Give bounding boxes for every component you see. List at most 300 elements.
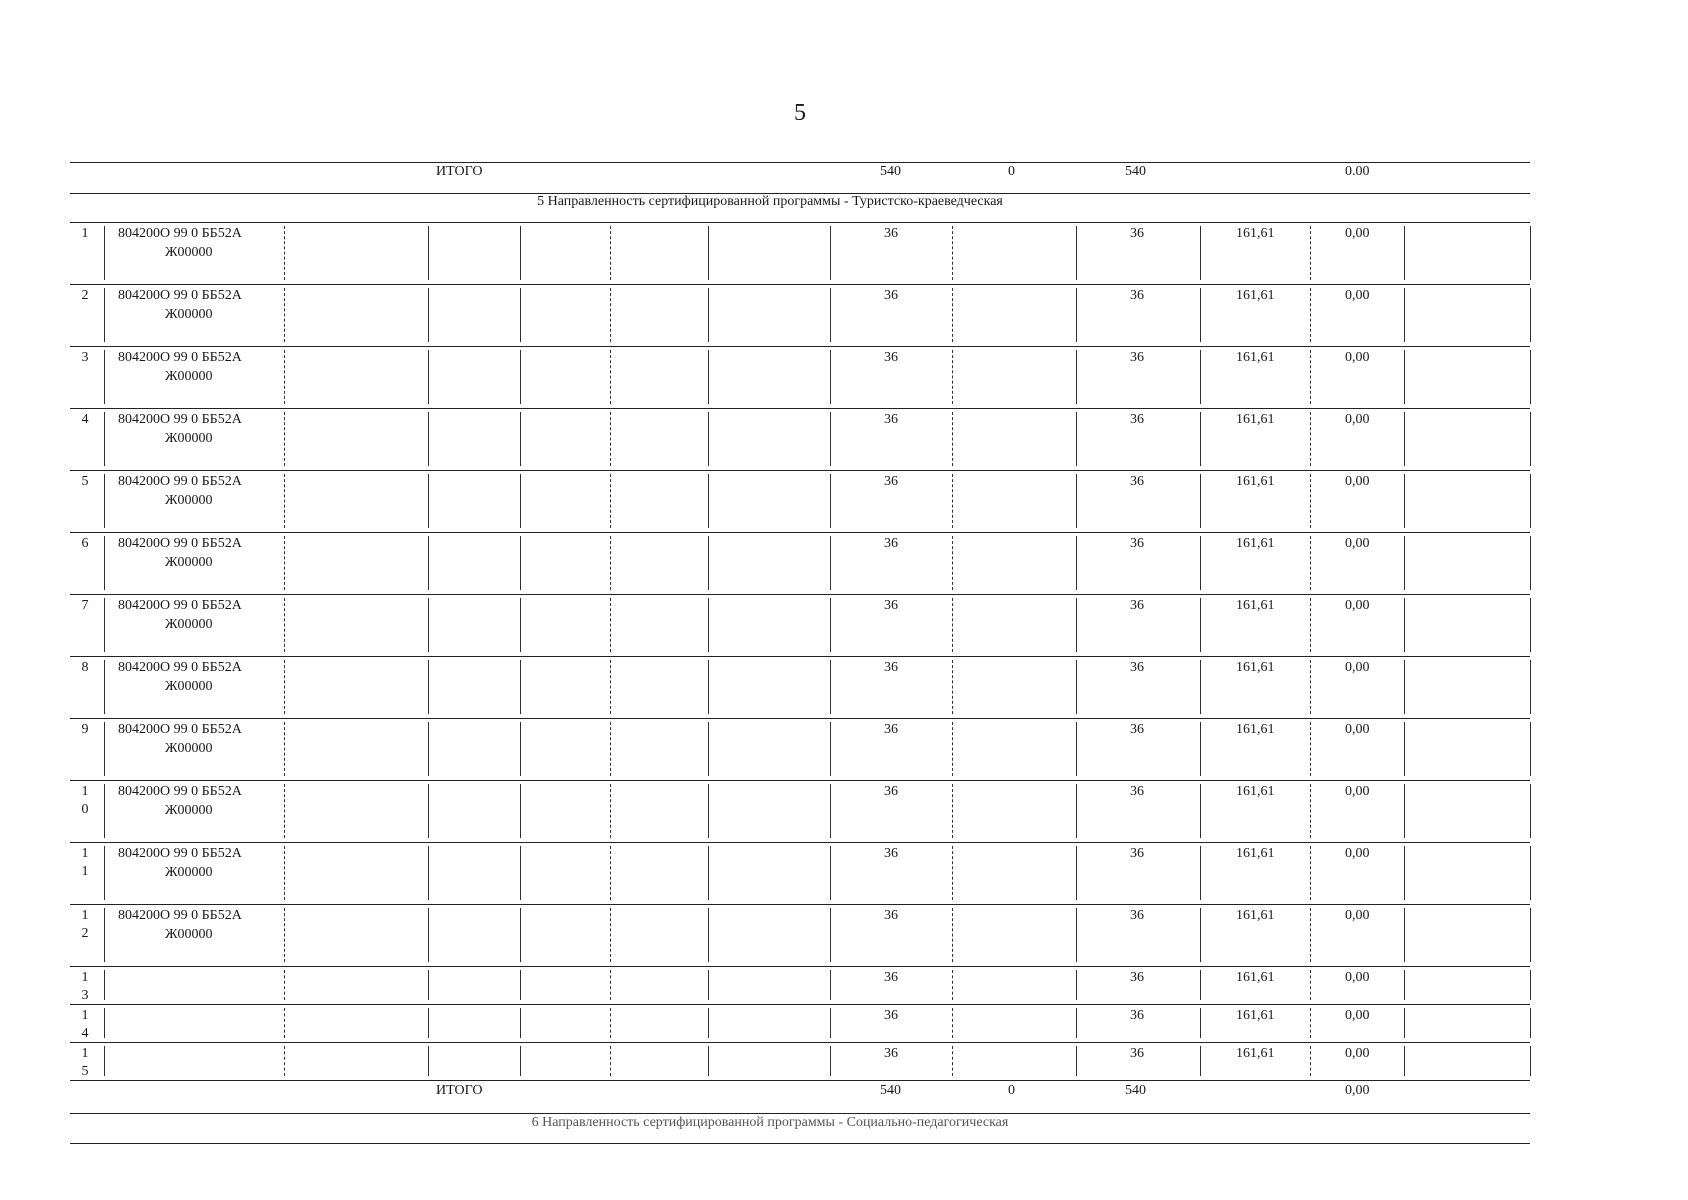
column-rule bbox=[1200, 970, 1201, 1000]
row-value-b: 36 bbox=[1130, 288, 1144, 303]
column-rule bbox=[284, 474, 285, 528]
rule bbox=[70, 1143, 1530, 1144]
column-rule bbox=[1404, 908, 1405, 962]
totals-bottom-v4: 0,00 bbox=[1345, 1083, 1370, 1098]
column-rule bbox=[952, 226, 953, 280]
row-value-d: 0,00 bbox=[1345, 474, 1370, 489]
column-rule bbox=[104, 660, 105, 714]
column-rule bbox=[284, 1008, 285, 1038]
row-value-a: 36 bbox=[884, 722, 898, 737]
column-rule bbox=[610, 474, 611, 528]
row-code: 804200О 99 0 ББ52А bbox=[118, 722, 242, 737]
column-rule bbox=[520, 474, 521, 528]
column-rule bbox=[610, 288, 611, 342]
column-rule bbox=[1076, 846, 1077, 900]
column-rule bbox=[1530, 908, 1531, 962]
row-number: 15 bbox=[81, 1046, 89, 1079]
column-rule bbox=[1310, 908, 1311, 962]
column-rule bbox=[1404, 1008, 1405, 1038]
column-rule bbox=[708, 598, 709, 652]
column-rule bbox=[284, 412, 285, 466]
column-rule bbox=[1076, 722, 1077, 776]
column-rule bbox=[708, 846, 709, 900]
column-rule bbox=[708, 1008, 709, 1038]
column-rule bbox=[520, 536, 521, 590]
row-rule bbox=[70, 718, 1530, 719]
rule bbox=[70, 1113, 1530, 1114]
column-rule bbox=[830, 1008, 831, 1038]
column-rule bbox=[1310, 226, 1311, 280]
row-value-b: 36 bbox=[1130, 536, 1144, 551]
section-5-title: 5 Направленность сертифицированной программы - Туристско-краеведческая bbox=[537, 194, 1003, 209]
row-rule bbox=[70, 1042, 1530, 1043]
row-code: 804200О 99 0 ББ52А bbox=[118, 598, 242, 613]
column-rule bbox=[428, 784, 429, 838]
column-rule bbox=[284, 970, 285, 1000]
column-rule bbox=[284, 784, 285, 838]
row-value-b: 36 bbox=[1130, 412, 1144, 427]
row-value-d: 0,00 bbox=[1345, 598, 1370, 613]
column-rule bbox=[428, 908, 429, 962]
column-rule bbox=[520, 1046, 521, 1076]
column-rule bbox=[520, 226, 521, 280]
column-rule bbox=[428, 474, 429, 528]
row-value-b: 36 bbox=[1130, 1046, 1144, 1061]
row-code: 804200О 99 0 ББ52А bbox=[118, 288, 242, 303]
column-rule bbox=[520, 350, 521, 404]
column-rule bbox=[830, 660, 831, 714]
column-rule bbox=[1200, 288, 1201, 342]
column-rule bbox=[1076, 536, 1077, 590]
column-rule bbox=[1200, 1008, 1201, 1038]
column-rule bbox=[284, 722, 285, 776]
row-value-a: 36 bbox=[884, 598, 898, 613]
row-code: 804200О 99 0 ББ52А bbox=[118, 908, 242, 923]
page-number: 5 bbox=[794, 100, 806, 126]
row-value-c: 161,61 bbox=[1236, 846, 1275, 861]
row-value-d: 0,00 bbox=[1345, 908, 1370, 923]
column-rule bbox=[830, 536, 831, 590]
column-rule bbox=[104, 908, 105, 962]
column-rule bbox=[1200, 784, 1201, 838]
row-code: 804200О 99 0 ББ52А bbox=[118, 784, 242, 799]
row-rule bbox=[70, 532, 1530, 533]
column-rule bbox=[520, 970, 521, 1000]
column-rule bbox=[610, 722, 611, 776]
totals-top-v4: 0.00 bbox=[1345, 164, 1370, 179]
section-6-title: 6 Направленность сертифицированной программы - Социально-педагогическая bbox=[531, 1115, 1009, 1130]
column-rule bbox=[428, 226, 429, 280]
totals-bottom-label: ИТОГО bbox=[436, 1083, 483, 1098]
row-rule bbox=[70, 1080, 1530, 1081]
column-rule bbox=[1310, 598, 1311, 652]
column-rule bbox=[708, 784, 709, 838]
column-rule bbox=[1200, 474, 1201, 528]
row-value-c: 161,61 bbox=[1236, 536, 1275, 551]
column-rule bbox=[1310, 784, 1311, 838]
row-value-b: 36 bbox=[1130, 970, 1144, 985]
column-rule bbox=[1404, 660, 1405, 714]
column-rule bbox=[708, 908, 709, 962]
row-value-a: 36 bbox=[884, 1046, 898, 1061]
column-rule bbox=[104, 412, 105, 466]
column-rule bbox=[428, 412, 429, 466]
row-rule bbox=[70, 594, 1530, 595]
row-number: 1 bbox=[81, 226, 89, 241]
row-value-b: 36 bbox=[1130, 784, 1144, 799]
row-value-b: 36 bbox=[1130, 350, 1144, 365]
row-value-d: 0,00 bbox=[1345, 288, 1370, 303]
column-rule bbox=[520, 722, 521, 776]
column-rule bbox=[610, 970, 611, 1000]
column-rule bbox=[952, 1008, 953, 1038]
column-rule bbox=[1530, 970, 1531, 1000]
column-rule bbox=[1404, 474, 1405, 528]
column-rule bbox=[952, 412, 953, 466]
row-rule bbox=[70, 1004, 1530, 1005]
column-rule bbox=[428, 288, 429, 342]
row-code-suffix: Ж00000 bbox=[165, 617, 213, 632]
row-number: 6 bbox=[81, 536, 89, 551]
column-rule bbox=[1404, 288, 1405, 342]
column-rule bbox=[708, 474, 709, 528]
row-rule bbox=[70, 904, 1530, 905]
column-rule bbox=[284, 598, 285, 652]
row-number: 8 bbox=[81, 660, 89, 675]
row-value-b: 36 bbox=[1130, 722, 1144, 737]
column-rule bbox=[104, 350, 105, 404]
column-rule bbox=[1076, 1008, 1077, 1038]
row-number: 11 bbox=[81, 846, 89, 879]
row-rule bbox=[70, 780, 1530, 781]
row-code-suffix: Ж00000 bbox=[165, 245, 213, 260]
totals-top-v2: 0 bbox=[1008, 164, 1015, 179]
column-rule bbox=[610, 908, 611, 962]
column-rule bbox=[1076, 474, 1077, 528]
column-rule bbox=[952, 1046, 953, 1076]
column-rule bbox=[830, 970, 831, 1000]
column-rule bbox=[1310, 722, 1311, 776]
column-rule bbox=[1404, 598, 1405, 652]
column-rule bbox=[428, 970, 429, 1000]
column-rule bbox=[1200, 536, 1201, 590]
column-rule bbox=[1530, 846, 1531, 900]
column-rule bbox=[1530, 474, 1531, 528]
rule bbox=[70, 162, 1530, 163]
column-rule bbox=[1200, 660, 1201, 714]
row-number: 14 bbox=[81, 1008, 89, 1041]
row-value-c: 161,61 bbox=[1236, 288, 1275, 303]
row-number: 10 bbox=[81, 784, 89, 817]
column-rule bbox=[1310, 1046, 1311, 1076]
column-rule bbox=[1530, 288, 1531, 342]
column-rule bbox=[830, 908, 831, 962]
column-rule bbox=[1310, 536, 1311, 590]
column-rule bbox=[104, 598, 105, 652]
row-code: 804200О 99 0 ББ52А bbox=[118, 660, 242, 675]
column-rule bbox=[830, 846, 831, 900]
column-rule bbox=[1404, 350, 1405, 404]
row-value-d: 0,00 bbox=[1345, 536, 1370, 551]
row-value-a: 36 bbox=[884, 908, 898, 923]
column-rule bbox=[830, 412, 831, 466]
column-rule bbox=[1310, 970, 1311, 1000]
column-rule bbox=[610, 1008, 611, 1038]
column-rule bbox=[1200, 908, 1201, 962]
row-code-suffix: Ж00000 bbox=[165, 555, 213, 570]
row-code: 804200О 99 0 ББ52А bbox=[118, 350, 242, 365]
column-rule bbox=[1310, 350, 1311, 404]
column-rule bbox=[610, 536, 611, 590]
row-code-suffix: Ж00000 bbox=[165, 865, 213, 880]
column-rule bbox=[1530, 722, 1531, 776]
column-rule bbox=[1200, 412, 1201, 466]
column-rule bbox=[952, 474, 953, 528]
column-rule bbox=[1076, 784, 1077, 838]
totals-top-v1: 540 bbox=[880, 164, 901, 179]
column-rule bbox=[284, 288, 285, 342]
row-code: 804200О 99 0 ББ52А bbox=[118, 226, 242, 241]
column-rule bbox=[610, 350, 611, 404]
column-rule bbox=[1404, 846, 1405, 900]
row-number: 2 bbox=[81, 288, 89, 303]
row-value-a: 36 bbox=[884, 784, 898, 799]
totals-top-label: ИТОГО bbox=[436, 164, 483, 179]
row-code-suffix: Ж00000 bbox=[165, 431, 213, 446]
column-rule bbox=[830, 1046, 831, 1076]
column-rule bbox=[1530, 660, 1531, 714]
column-rule bbox=[1310, 288, 1311, 342]
column-rule bbox=[104, 722, 105, 776]
column-rule bbox=[708, 722, 709, 776]
column-rule bbox=[952, 598, 953, 652]
column-rule bbox=[520, 908, 521, 962]
column-rule bbox=[708, 536, 709, 590]
column-rule bbox=[428, 660, 429, 714]
column-rule bbox=[1076, 970, 1077, 1000]
column-rule bbox=[1530, 784, 1531, 838]
column-rule bbox=[284, 226, 285, 280]
column-rule bbox=[952, 846, 953, 900]
column-rule bbox=[610, 226, 611, 280]
row-value-c: 161,61 bbox=[1236, 350, 1275, 365]
column-rule bbox=[1076, 288, 1077, 342]
row-code-suffix: Ж00000 bbox=[165, 679, 213, 694]
column-rule bbox=[428, 1046, 429, 1076]
column-rule bbox=[520, 660, 521, 714]
row-rule bbox=[70, 842, 1530, 843]
row-value-c: 161,61 bbox=[1236, 660, 1275, 675]
column-rule bbox=[830, 598, 831, 652]
row-value-d: 0,00 bbox=[1345, 784, 1370, 799]
row-value-c: 161,61 bbox=[1236, 970, 1275, 985]
column-rule bbox=[1310, 846, 1311, 900]
row-value-a: 36 bbox=[884, 536, 898, 551]
row-value-b: 36 bbox=[1130, 846, 1144, 861]
column-rule bbox=[1076, 1046, 1077, 1076]
row-code-suffix: Ж00000 bbox=[165, 369, 213, 384]
column-rule bbox=[610, 598, 611, 652]
row-value-d: 0,00 bbox=[1345, 350, 1370, 365]
column-rule bbox=[708, 226, 709, 280]
row-number: 7 bbox=[81, 598, 89, 613]
column-rule bbox=[1404, 1046, 1405, 1076]
column-rule bbox=[1200, 722, 1201, 776]
column-rule bbox=[428, 722, 429, 776]
column-rule bbox=[1200, 226, 1201, 280]
row-rule bbox=[70, 656, 1530, 657]
row-value-d: 0,00 bbox=[1345, 846, 1370, 861]
totals-top-v3: 540 bbox=[1125, 164, 1146, 179]
row-value-a: 36 bbox=[884, 1008, 898, 1023]
column-rule bbox=[952, 536, 953, 590]
column-rule bbox=[1530, 598, 1531, 652]
row-code: 804200О 99 0 ББ52А bbox=[118, 412, 242, 427]
row-value-b: 36 bbox=[1130, 908, 1144, 923]
column-rule bbox=[1530, 226, 1531, 280]
row-number: 13 bbox=[81, 970, 89, 1003]
column-rule bbox=[1530, 1008, 1531, 1038]
row-value-c: 161,61 bbox=[1236, 226, 1275, 241]
column-rule bbox=[708, 1046, 709, 1076]
column-rule bbox=[1404, 226, 1405, 280]
column-rule bbox=[952, 784, 953, 838]
column-rule bbox=[520, 784, 521, 838]
column-rule bbox=[1076, 660, 1077, 714]
row-rule bbox=[70, 284, 1530, 285]
row-code-suffix: Ж00000 bbox=[165, 927, 213, 942]
column-rule bbox=[830, 350, 831, 404]
column-rule bbox=[1404, 412, 1405, 466]
column-rule bbox=[428, 536, 429, 590]
column-rule bbox=[830, 722, 831, 776]
row-value-c: 161,61 bbox=[1236, 412, 1275, 427]
row-value-b: 36 bbox=[1130, 474, 1144, 489]
column-rule bbox=[708, 350, 709, 404]
column-rule bbox=[1310, 660, 1311, 714]
column-rule bbox=[520, 846, 521, 900]
totals-bottom-v2: 0 bbox=[1008, 1083, 1015, 1098]
column-rule bbox=[520, 598, 521, 652]
column-rule bbox=[428, 598, 429, 652]
column-rule bbox=[708, 288, 709, 342]
row-value-d: 0,00 bbox=[1345, 660, 1370, 675]
row-value-a: 36 bbox=[884, 474, 898, 489]
row-value-d: 0,00 bbox=[1345, 970, 1370, 985]
column-rule bbox=[952, 660, 953, 714]
column-rule bbox=[1076, 226, 1077, 280]
column-rule bbox=[1200, 846, 1201, 900]
row-number: 5 bbox=[81, 474, 89, 489]
column-rule bbox=[1404, 722, 1405, 776]
column-rule bbox=[104, 784, 105, 838]
row-value-a: 36 bbox=[884, 846, 898, 861]
row-number: 9 bbox=[81, 722, 89, 737]
row-value-d: 0,00 bbox=[1345, 1008, 1370, 1023]
row-rule bbox=[70, 966, 1530, 967]
row-rule bbox=[70, 408, 1530, 409]
row-value-a: 36 bbox=[884, 350, 898, 365]
row-value-b: 36 bbox=[1130, 598, 1144, 613]
column-rule bbox=[284, 660, 285, 714]
column-rule bbox=[104, 1046, 105, 1076]
column-rule bbox=[104, 226, 105, 280]
column-rule bbox=[708, 412, 709, 466]
column-rule bbox=[1200, 350, 1201, 404]
row-value-b: 36 bbox=[1130, 660, 1144, 675]
row-code-suffix: Ж00000 bbox=[165, 803, 213, 818]
totals-bottom-v3: 540 bbox=[1125, 1083, 1146, 1098]
row-value-c: 161,61 bbox=[1236, 598, 1275, 613]
column-rule bbox=[952, 722, 953, 776]
column-rule bbox=[284, 908, 285, 962]
column-rule bbox=[1310, 474, 1311, 528]
column-rule bbox=[520, 288, 521, 342]
column-rule bbox=[1404, 784, 1405, 838]
row-value-d: 0,00 bbox=[1345, 1046, 1370, 1061]
row-value-a: 36 bbox=[884, 970, 898, 985]
column-rule bbox=[1530, 350, 1531, 404]
column-rule bbox=[1530, 536, 1531, 590]
column-rule bbox=[952, 908, 953, 962]
row-rule bbox=[70, 470, 1530, 471]
column-rule bbox=[104, 474, 105, 528]
column-rule bbox=[610, 846, 611, 900]
column-rule bbox=[610, 1046, 611, 1076]
column-rule bbox=[610, 660, 611, 714]
row-value-a: 36 bbox=[884, 226, 898, 241]
column-rule bbox=[610, 784, 611, 838]
row-value-d: 0,00 bbox=[1345, 722, 1370, 737]
column-rule bbox=[610, 412, 611, 466]
column-rule bbox=[520, 1008, 521, 1038]
row-code-suffix: Ж00000 bbox=[165, 741, 213, 756]
row-value-c: 161,61 bbox=[1236, 722, 1275, 737]
row-value-c: 161,61 bbox=[1236, 784, 1275, 799]
column-rule bbox=[1530, 412, 1531, 466]
column-rule bbox=[428, 846, 429, 900]
column-rule bbox=[284, 350, 285, 404]
row-number: 4 bbox=[81, 412, 89, 427]
column-rule bbox=[830, 784, 831, 838]
row-value-b: 36 bbox=[1130, 226, 1144, 241]
row-value-d: 0,00 bbox=[1345, 226, 1370, 241]
column-rule bbox=[952, 288, 953, 342]
column-rule bbox=[428, 350, 429, 404]
column-rule bbox=[952, 350, 953, 404]
row-value-a: 36 bbox=[884, 660, 898, 675]
row-value-d: 0,00 bbox=[1345, 412, 1370, 427]
column-rule bbox=[1076, 350, 1077, 404]
column-rule bbox=[104, 536, 105, 590]
column-rule bbox=[1200, 1046, 1201, 1076]
column-rule bbox=[1076, 412, 1077, 466]
column-rule bbox=[830, 474, 831, 528]
totals-bottom-v1: 540 bbox=[880, 1083, 901, 1098]
column-rule bbox=[1076, 908, 1077, 962]
column-rule bbox=[104, 846, 105, 900]
row-code-suffix: Ж00000 bbox=[165, 493, 213, 508]
column-rule bbox=[1404, 970, 1405, 1000]
row-number: 3 bbox=[81, 350, 89, 365]
row-code-suffix: Ж00000 bbox=[165, 307, 213, 322]
column-rule bbox=[1310, 1008, 1311, 1038]
column-rule bbox=[830, 226, 831, 280]
column-rule bbox=[104, 1008, 105, 1038]
column-rule bbox=[708, 660, 709, 714]
column-rule bbox=[284, 1046, 285, 1076]
rule bbox=[70, 222, 1530, 223]
